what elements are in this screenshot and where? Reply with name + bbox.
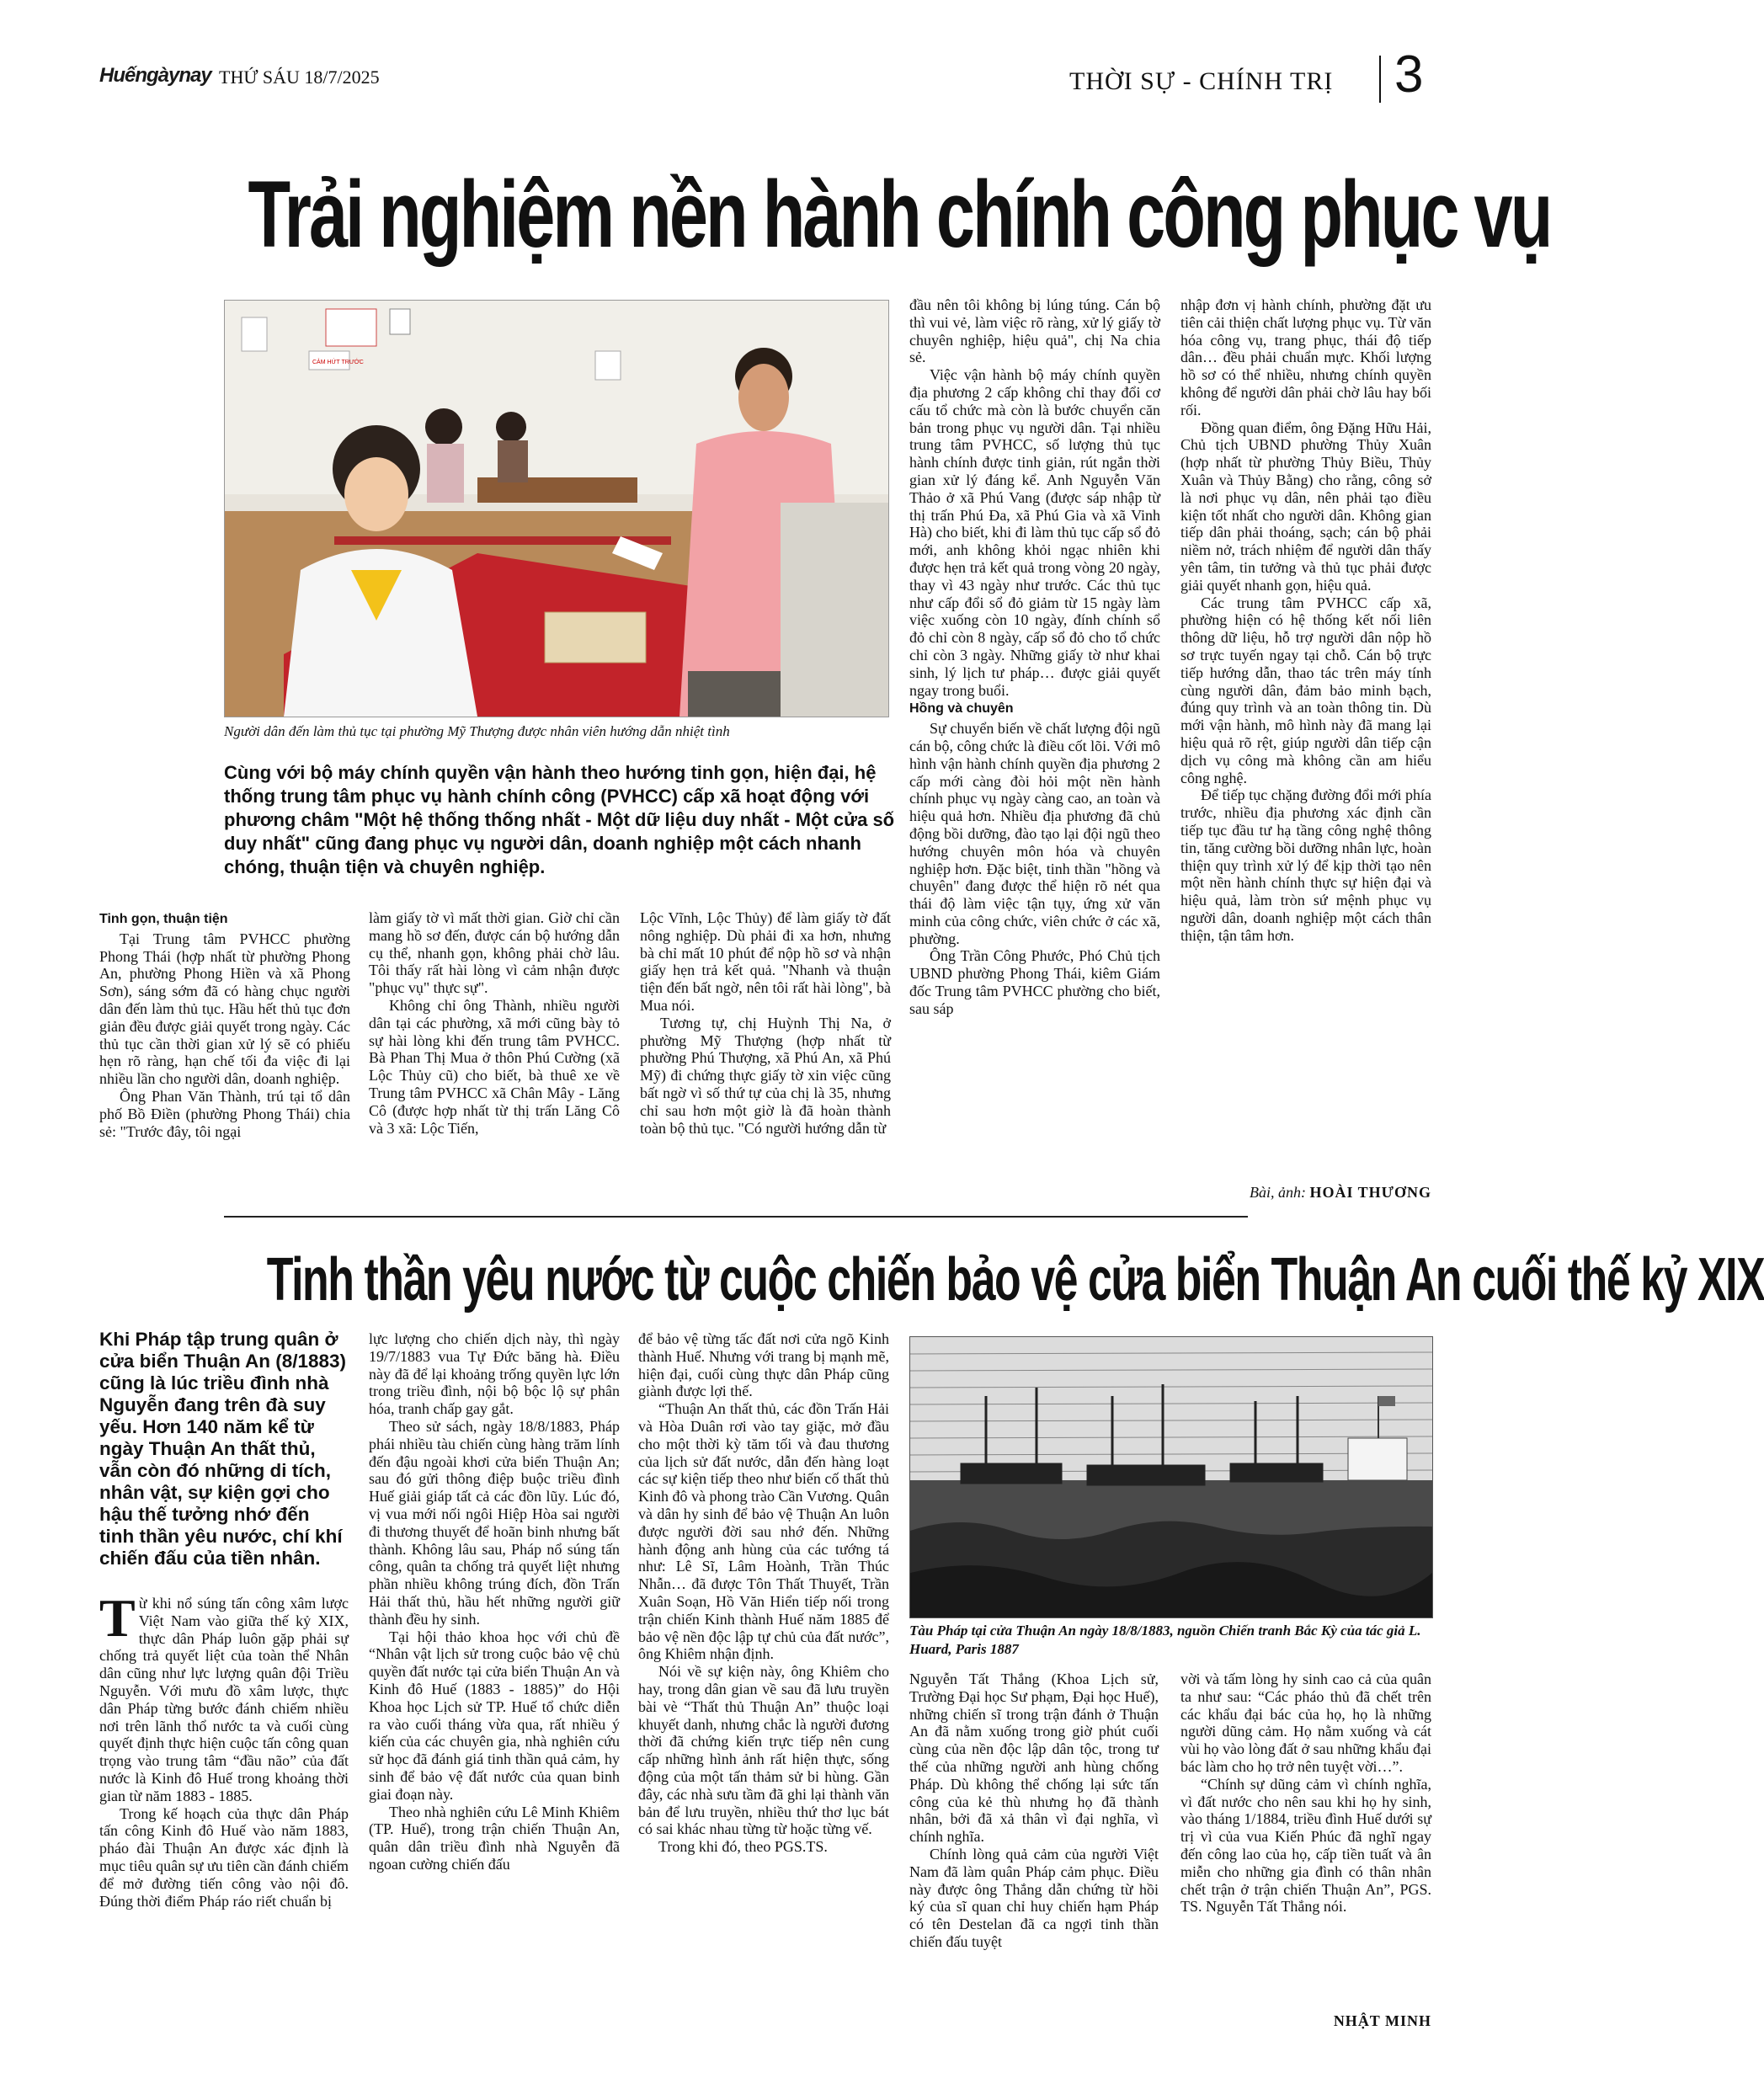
section-name: THỜI SỰ - CHÍNH TRỊ (1069, 67, 1334, 95)
article1-photo-caption: Người dân đến làm thủ tục tại phường Mỹ Thượng được nhân viên hướng dẫn nhiệt tình (224, 723, 730, 739)
paragraph: Lộc Vĩnh, Lộc Thủy) để làm giấy tờ đất nông nghiệp. Dù phải đi xa hơn, nhưng bà chỉ mất 10 phút để nộp hồ sơ và nhận giấy hẹn trả kết quả. "Nhanh và thuận tiện đến bất ngờ, nên tôi rất hài lòng", bà Mua nói. (640, 909, 891, 1014)
article2-signature: NHẬT MINH (1333, 2012, 1431, 2029)
header-divider (1379, 56, 1381, 103)
article2-column-5 (1180, 1671, 1431, 1916)
paragraph: Tương tự, chị Huỳnh Thị Na, ở phường Mỹ Thượng (hợp nhất từ phường Phú Thượng, xã Phú An, xã Phú Mỹ) đi chứng thực giấy tờ xin việc cũng bất ngờ vì số thứ tự của chị là 35, nhưng chỉ sau hơn một giờ là đã hoàn thành toàn bộ thủ tục. "Có người hướng dẫn từ (640, 1014, 891, 1137)
paragraph: Sự chuyển biến về chất lượng đội ngũ cán bộ, công chức là điều cốt lõi. Với mô hình vận hành chính quyền địa phương 2 cấp mới càng đòi hỏi một nền hành chính phục vụ ngày càng cao, an toàn và hiệu quả hơn. Nhiều địa phương đã chủ động bồi dưỡng, đào tạo lại đội ngũ theo hướng chuyên môn hóa và chuyên nghiệp hơn. Đặc biệt, tinh thần "hồng và chuyên" đang được thể hiện rõ nét qua thái độ làm việc tận tụy, ứng xử văn minh của công chức, viên chức ở các xã, phường. (909, 720, 1160, 947)
paragraph: “Chính sự dũng cảm vì chính nghĩa, vì đất nước cho nên sau khi họ hy sinh, vào tháng 1/1884, triều đình Huế dưới sự trị vì của vua Kiến Phúc đã nghĩ ngay đến công lao của họ, cấp tiền tuất và ân miễn cho những gia đình có thân nhân chết trận ở trận chiến Thuận An”, PGS. TS. Nguyễn Tất Thắng nói. (1180, 1775, 1431, 1916)
article2-column-4 (909, 1671, 1159, 1951)
paragraph: nhập đơn vị hành chính, phường đặt ưu tiên cải thiện chất lượng phục vụ. Từ văn hóa công vụ, trang phục, thái độ tiếp dân… đều phải chuẩn mực. Khối lượng hồ sơ có thể nhiều, nhưng chính quyền không để người dân phải chờ lâu hay bối rối. (1180, 296, 1431, 418)
french-ships-engraving (910, 1337, 1432, 1617)
paragraph: Các trung tâm PVHCC cấp xã, phường hiện có hệ thống kết nối liên thông dữ liệu, hỗ trợ người dân nộp hồ sơ trực tuyến ngay tại chỗ. Cán bộ trực tiếp hướng dẫn, thao tác trên máy tính cùng người dân, đảm bảo minh bạch, đúng quy trình và an toàn thông tin. Dù mới vận hành, mô hình này đã mang lại hiệu quả rõ rệt, giúp người dân tiếp cận dịch vụ công mà không cần am hiểu công nghệ. (1180, 594, 1431, 786)
byline-prefix: Bài, ảnh: (1249, 1184, 1306, 1201)
first-paragraph-text: ừ khi nổ súng tấn công xâm lược Việt Nam vào giữa thế kỷ XIX, thực dân Pháp luôn gặp phải sự chống trả quyết liệt của toàn thể Nhân dân cũng như lực lượng quân đội Triều Nguyễn. Với mưu đồ xâm lược, thực dân Pháp từng bước đánh chiếm nhiều nơi trên lãnh thổ nước ta và cuối cùng quyết định thực hiện cuộc tấn công quan trọng vào trung tâm “đầu não” của đất nước là Kinh đô Huế trong khoảng thời gian từ năm 1883 - 1885. (99, 1595, 349, 1804)
article2-lead: Khi Pháp tập trung quân ở cửa biển Thuận An (8/1883) cũng là lúc triều đình nhà Nguyễn đang trên đà suy yếu. Hơn 140 năm kể từ ngày Thuận An thất thủ, vẫn còn đó những di tích, nhân vật, sự kiện gợi cho hậu thế tưởng nhớ đến tinh thần yêu nước, chí khí chiến đấu của tiền nhân. (99, 1329, 347, 1569)
paragraph: Tại hội thảo khoa học với chủ đề “Nhân vật lịch sử trong cuộc bảo vệ chủ quyền đất nước tại cửa biển Thuận An và Kinh đô Huế (1883 - 1885)” do Hội Khoa học Lịch sử TP. Huế tổ chức diễn ra vào cuối tháng vừa qua, rất nhiều ý kiến của các chuyên gia, nhà nghiên cứu sử học đã đánh giá tinh thần quả cảm, hy sinh để bảo vệ đất nước của quan binh giai đoạn này. (369, 1628, 620, 1803)
article2-photo-caption: Tàu Pháp tại cửa Thuận An ngày 18/8/1883, nguồn Chiến tranh Bắc Kỳ của tác giả L. Huard, Paris 1887 (909, 1623, 1421, 1657)
paragraph: lực lượng cho chiến dịch này, thì ngày 19/7/1883 vua Tự Đức băng hà. Điều này đã để lại khoảng trống quyền lực lớn trong triều đình, nội bộ bộc lộ sự phân hóa, tranh chấp gay gắt. (369, 1330, 620, 1418)
paragraph: làm giấy tờ vì mất thời gian. Giờ chỉ cần mang hồ sơ đến, được cán bộ hướng dẫn cụ thể, nhanh gọn, không phải chờ lâu. Tôi thấy rất hài lòng vì cảm nhận được "phục vụ" thực sự". (369, 909, 620, 997)
paragraph: đầu nên tôi không bị lúng túng. Cán bộ thì vui vẻ, làm việc rõ ràng, xử lý giấy tờ chuyên nghiệp, hiệu quả", chị Na chia sẻ. (909, 296, 1160, 366)
article1-column-4 (909, 296, 1160, 1018)
paragraph: Nói về sự kiện này, ông Khiêm cho hay, trong dân gian về sau đã lưu truyền bài vè “Thất thủ Thuận An” thuộc loại khuyết danh, nhưng chắc là người đương thời đã chứng kiến trực tiếp nên cung cấp những hình ảnh rất hiện thực, sống động của một tấn thảm sử bi hùng. Gần đây, các nhà sưu tầm đã ghi lại thành văn bản để lưu truyền, nhiều thứ thơ lục bát có sai khác nhau từng từ hoặc từng vế. (638, 1663, 889, 1838)
article1-column-5 (1180, 296, 1431, 944)
paragraph: Tại Trung tâm PVHCC phường Phong Thái (hợp nhất từ phường Phong An, phường Phong Hiền và xã Phong Sơn), sáng sớm đã có hàng chục người dân đến làm thủ tục. Hầu hết thủ tục đơn giản đều được giải quyết trong ngày. Các thủ tục cần thời gian xử lý sẽ có phiếu hẹn rõ ràng, hạn chế tối đa việc đi lại nhiều lần cho người dân, doanh nghiệp. (99, 930, 350, 1088)
article2-column-1 (99, 1588, 349, 1910)
article1-subhead-2: Hồng và chuyên (909, 701, 1014, 717)
paragraph: Theo nhà nghiên cứu Lê Minh Khiêm (TP. Huế), trong trận chiến Thuận An, quân dân triều đình nhà Nguyễn đã ngoan cường chiến đấu (369, 1803, 620, 1873)
article2-engraving (909, 1336, 1433, 1618)
paragraph: Ông Trần Công Phước, Phó Chủ tịch UBND phường Phong Thái, kiêm Giám đốc Trung tâm PVHCC phường cho biết, sau sáp (909, 947, 1160, 1017)
paragraph: Chính lòng quả cảm của người Việt Nam đã làm quân Pháp cảm phục. Điều này được ông Thắng dẫn chứng từ hồi ký của sĩ quan chỉ huy chiến hạm Pháp có tên Destelan đã ca ngợi tinh thần chiến đấu tuyệt (909, 1845, 1159, 1950)
paragraph: Để tiếp tục chặng đường đổi mới phía trước, nhiều địa phương xác định cần tiếp tục đầu tư hạ tầng công nghệ thông tin, tăng cường bồi dưỡng nhân lực, hoàn thiện quy trình xử lý để kịp thời tạo nên một nền hành chính thực sự hiện đại và hiệu quả, làm tròn sứ mệnh phục vụ người dân, doanh nghiệp một cách thân thiện, tận tâm hơn. (1180, 786, 1431, 944)
masthead: Huếngàynay (99, 64, 211, 87)
article2-column-2 (369, 1330, 620, 1873)
article1-column-1 (99, 909, 350, 1140)
paragraph: để bảo vệ từng tấc đất nơi cửa ngõ Kinh thành Huế. Nhưng với trang bị mạnh mẽ, hiện đại, cuối cùng thực dân Pháp cũng giành được lợi thế. (638, 1330, 889, 1400)
article1-column-2 (369, 909, 620, 1137)
article1-lead: Cùng với bộ máy chính quyền vận hành theo hướng tinh gọn, hiện đại, hệ thống trung tâm phục vụ hành chính công (PVHCC) cấp xã hoạt động với phương châm "Một hệ thống thống nhất - Một dữ liệu duy nhất - Một cửa số duy nhất" cũng đang phục vụ người dân, doanh nghiệp một cách nhanh chóng, thuận tiện và chuyên nghiệp. (224, 762, 895, 877)
paragraph: Nguyễn Tất Thắng (Khoa Lịch sử, Trường Đại học Sư phạm, Đại học Huế), những chiến sĩ trong trận đánh ở Thuận An đã nằm xuống trong giờ phút cuối cùng của nền độc lập dân tộc, trong tư thế của những người anh hùng chống Pháp. Dù không thể chống lại sức tấn công của kẻ thù nhưng họ đã thành nhân, bởi đã xả thân vì đại nghĩa, vì chính nghĩa. (909, 1671, 1159, 1846)
article2-column-3 (638, 1330, 889, 1856)
issue-date: THỨ SÁU 18/7/2025 (219, 67, 380, 88)
wall-sign-text: CẢM HỨT TRƯỚC (312, 360, 364, 365)
paragraph: Theo sử sách, ngày 18/8/1883, Pháp phái nhiều tàu chiến cùng hàng trăm lính đến đậu ngoài khơi cửa biển Thuận An; sau đó gửi thông điệp buộc triều đình Huế giải giáp tất cả các đồn lũy. Lúc đó, vị vua mới nối ngôi Hiệp Hòa sai người đi thương thuyết để hoãn binh nhưng bất thành. Không lâu sau, Pháp nổ súng tấn công, quân ta chống trả quyết liệt nhưng phần nhiều không trúng đích, đồn Trấn Hải thất thủ, hầu hết những người giữ thành đều hy sinh. (369, 1417, 620, 1628)
paragraph: Trong kế hoạch của thực dân Pháp tấn công Kinh đô Huế vào năm 1883, pháo đài Thuận An được xác định là mục tiêu quân sự ưu tiên cần đánh chiếm để mở đường tiến công vào nội đô. Đúng thời điểm Pháp ráo riết chuẩn bị (99, 1804, 349, 1910)
page-number: 3 (1394, 45, 1424, 104)
article1-title: Trải nghiệm nền hành chính công phục vụ (248, 162, 1551, 267)
paragraph: “Thuận An thất thủ, các đồn Trấn Hải và Hòa Duân rơi vào tay giặc, mở đầu cho một thời kỳ tăm tối và đau thương của lịch sử đất nước, dẫn đến hàng loạt các sự kiện tiếp theo như biến cố thất thủ Kinh đô và phong trào Cần Vương. Quân và dân hy sinh để bảo vệ Thuận An luôn được người đời sau nhớ đến. Những hành động anh hùng của các tướng tá như: Lê Sĩ, Lâm Hoành, Trần Thúc Nhẫn… đã được Tôn Thất Thuyết, Trần Xuân Soạn, Hồ Văn Hiển tiếp nối trong trận chiến Kinh thành Huế năm 1885 để bảo vệ nền độc lập tự chủ của đất nước”, ông Khiêm nhận định. (638, 1400, 889, 1663)
paragraph: Trong khi đó, theo PGS.TS. (658, 1838, 828, 1856)
paragraph: Việc vận hành bộ máy chính quyền địa phương 2 cấp không chỉ thay đổi cơ cấu tổ chức mà còn là bước chuyển căn bản trong phục vụ người dân. Tại nhiều trung tâm PVHCC, số lượng thủ tục hành chính được tinh giản, rút ngắn thời gian xử lý đáng kể. Anh Nguyễn Văn Thảo ở xã Phú Vang (được sáp nhập từ thị trấn Phú Đa, xã Phú Gia và xã Vinh Hà) cho biết, khi đi làm thủ tục cấp sổ đỏ mới, anh không khỏi ngạc nhiên khi được hẹn trả kết quả trong vòng 20 ngày, thay vì 43 ngày như trước. Các thủ tục như cấp đổi sổ đỏ giảm từ 15 ngày làm việc xuống còn 10 ngày, đính chính sổ đỏ chỉ còn 8 ngày, cấp sổ đỏ cho tổ chức chỉ còn 3 ngày. Những giấy tờ như khai sinh, lý lịch tư pháp… được giải quyết ngay trong buổi. (909, 366, 1160, 699)
article1-byline (1180, 1184, 1431, 1202)
article2-title: Tinh thần yêu nước từ cuộc chiến bảo vệ cửa biển Thuận An cuối thế kỷ XIX (266, 1246, 1764, 1314)
byline-author: HOÀI THƯƠNG (1309, 1184, 1431, 1201)
paragraph: Ông Phan Văn Thành, trú tại tổ dân phố Bồ Điền (phường Phong Thái) chia sẻ: "Trước đây, tôi ngại (99, 1087, 350, 1140)
article1-subhead-1: Tinh gọn, thuận tiện (99, 912, 228, 926)
article1-photo (224, 300, 889, 717)
drop-cap: T (99, 1588, 136, 1648)
paragraph: Không chỉ ông Thành, nhiều người dân tại các phường, xã mới cũng bày tỏ sự hài lòng khi đến trung tâm PVHCC. Bà Phan Thị Mua ở thôn Phú Cường (xã Lộc Thủy cũ) cho biết, bà thuê xe về Trung tâm PVHCC xã Chân Mây - Lăng Cô (được hợp nhất từ thị trấn Lăng Cô và 3 xã: Lộc Tiến, (369, 996, 620, 1137)
service-counter-photo (225, 301, 888, 717)
article-divider (224, 1216, 1248, 1218)
paragraph: vời và tấm lòng hy sinh cao cả của quân ta như sau: “Các pháo thủ đã chết trên các khẩu đại bác của họ, họ là những người dũng cảm. Họ nằm xuống và cát vùi họ vào lòng đất ở sau những khẩu đại bác làm cho họ trở nên tuyệt vời…”. (1180, 1671, 1431, 1775)
paragraph: Đồng quan điểm, ông Đặng Hữu Hải, Chủ tịch UBND phường Thủy Xuân (hợp nhất từ phường Thủy Biều, Thủy Xuân và Thủy Bằng) cho rằng, công sở là nơi phục vụ dân, nên phải tạo điều kiện tốt nhất cho người dân. Không gian tiếp dân phải thoáng, sạch; cán bộ phải niềm nở, trách nhiệm để người dân thấy yên tâm, tin tưởng và thủ tục phải được giải quyết nhanh gọn, hiệu quả. (1180, 418, 1431, 594)
article1-column-3 (640, 909, 891, 1137)
paragraph (99, 1588, 349, 1805)
